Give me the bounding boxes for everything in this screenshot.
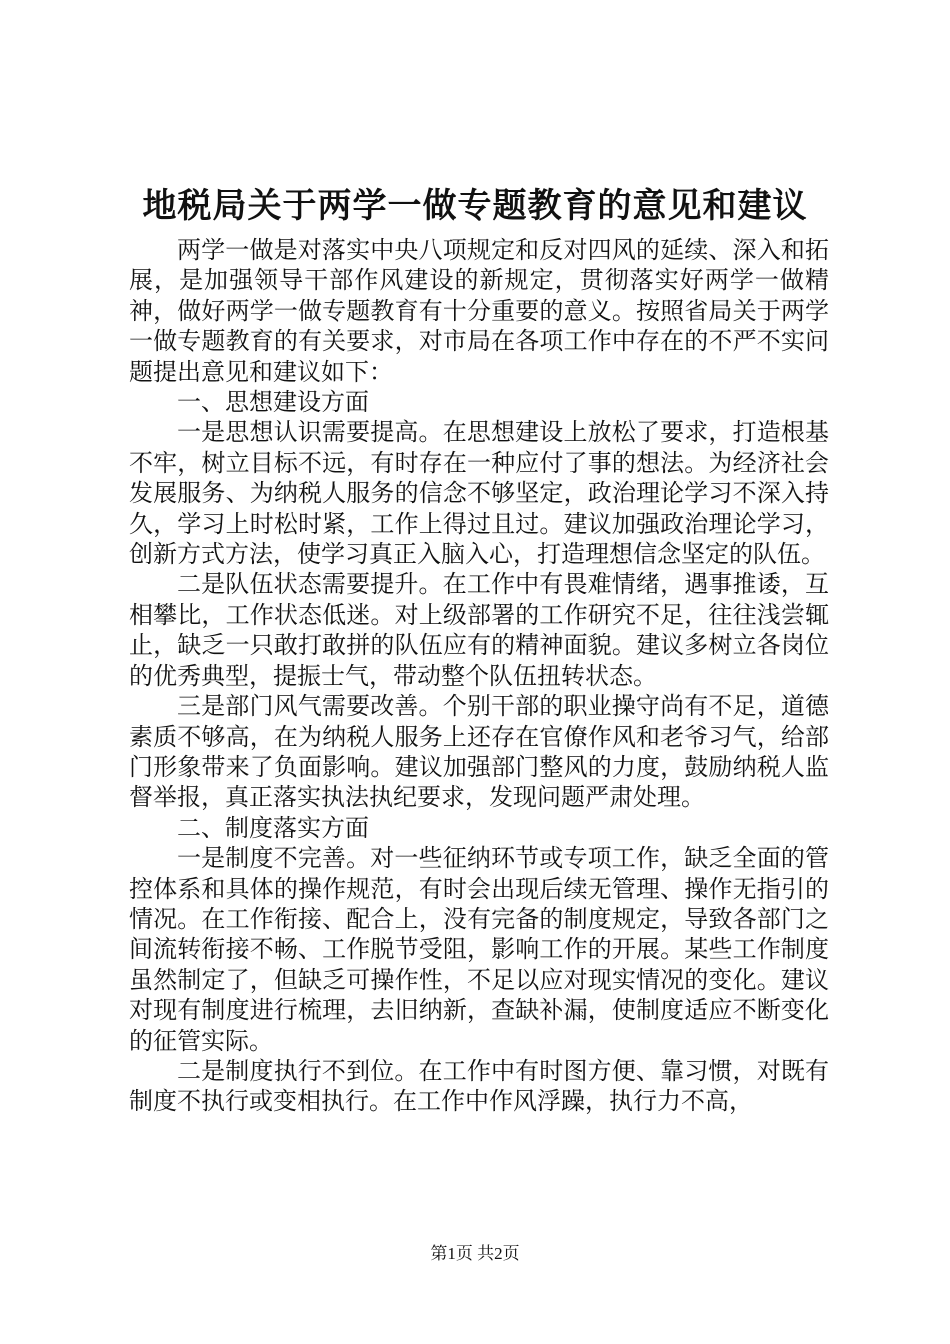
section-heading-ideology: 一、思想建设方面 bbox=[177, 388, 369, 417]
section-heading-system: 二、制度落实方面 bbox=[177, 813, 369, 842]
paragraph-intro: 两学一做是对落实中央八项规定和反对四风的延续、深入和拓展，是加强领导干部作风建设的新规定，贯彻落实好两学一做精神，做好两学一做专题教育有十分重要的意义。按照省局关于两学一做专题教育的有关要求，对市局在各项工作中存在的不严不实问题提出意见和建议如下： bbox=[129, 236, 829, 386]
paragraph-ideology-1: 一是思想认识需要提高。在思想建设上放松了要求，打造根基不牢，树立目标不远，有时存在一种应付了事的想法。为经济社会发展服务、为纳税人服务的信念不够坚定，政治理论学习不深入持久，学习上时松时紧，工作上得过且过。建议加强政治理论学习，创新方式方法，使学习真正入脑入心，打造理想信念坚定的队伍。 bbox=[129, 418, 829, 569]
paragraph-ideology-2: 二是队伍状态需要提升。在工作中有畏难情绪，遇事推诿，互相攀比，工作状态低迷。对上级部署的工作研究不足，往往浅尝辄止，缺乏一只敢打敢拼的队伍应有的精神面貌。建议多树立各岗位的优秀典型，提振士气，带动整个队伍扭转状态。 bbox=[129, 570, 829, 690]
page-number: 第1页 共2页 bbox=[430, 1244, 520, 1263]
paragraph-ideology-3: 三是部门风气需要改善。个别干部的职业操守尚有不足，道德素质不够高，在为纳税人服务上还存在官僚作风和老爷习气，给部门形象带来了负面影响。建议加强部门整风的力度，鼓励纳税人监督举报，真正落实执法执纪要求，发现问题严肃处理。 bbox=[129, 692, 829, 812]
document-title: 地税局关于两学一做专题教育的意见和建议 bbox=[142, 186, 808, 226]
paragraph-system-1: 一是制度不完善。对一些征纳环节或专项工作，缺乏全面的管控体系和具体的操作规范，有时会出现后续无管理、操作无指引的情况。在工作衔接、配合上，没有完备的制度规定，导致各部门之间流转衔接不畅、工作脱节受阻，影响工作的开展。某些工作制度虽然制定了，但缺乏可操作性，不足以应对现实情况的变化。建议对现有制度进行梳理，去旧纳新，查缺补漏，使制度适应不断变化的征管实际。 bbox=[129, 844, 829, 1055]
paragraph-system-2: 二是制度执行不到位。在工作中有时图方便、靠习惯，对既有制度不执行或变相执行。在工作中作风浮躁，执行力不高， bbox=[129, 1056, 829, 1116]
document-body bbox=[129, 235, 829, 1117]
